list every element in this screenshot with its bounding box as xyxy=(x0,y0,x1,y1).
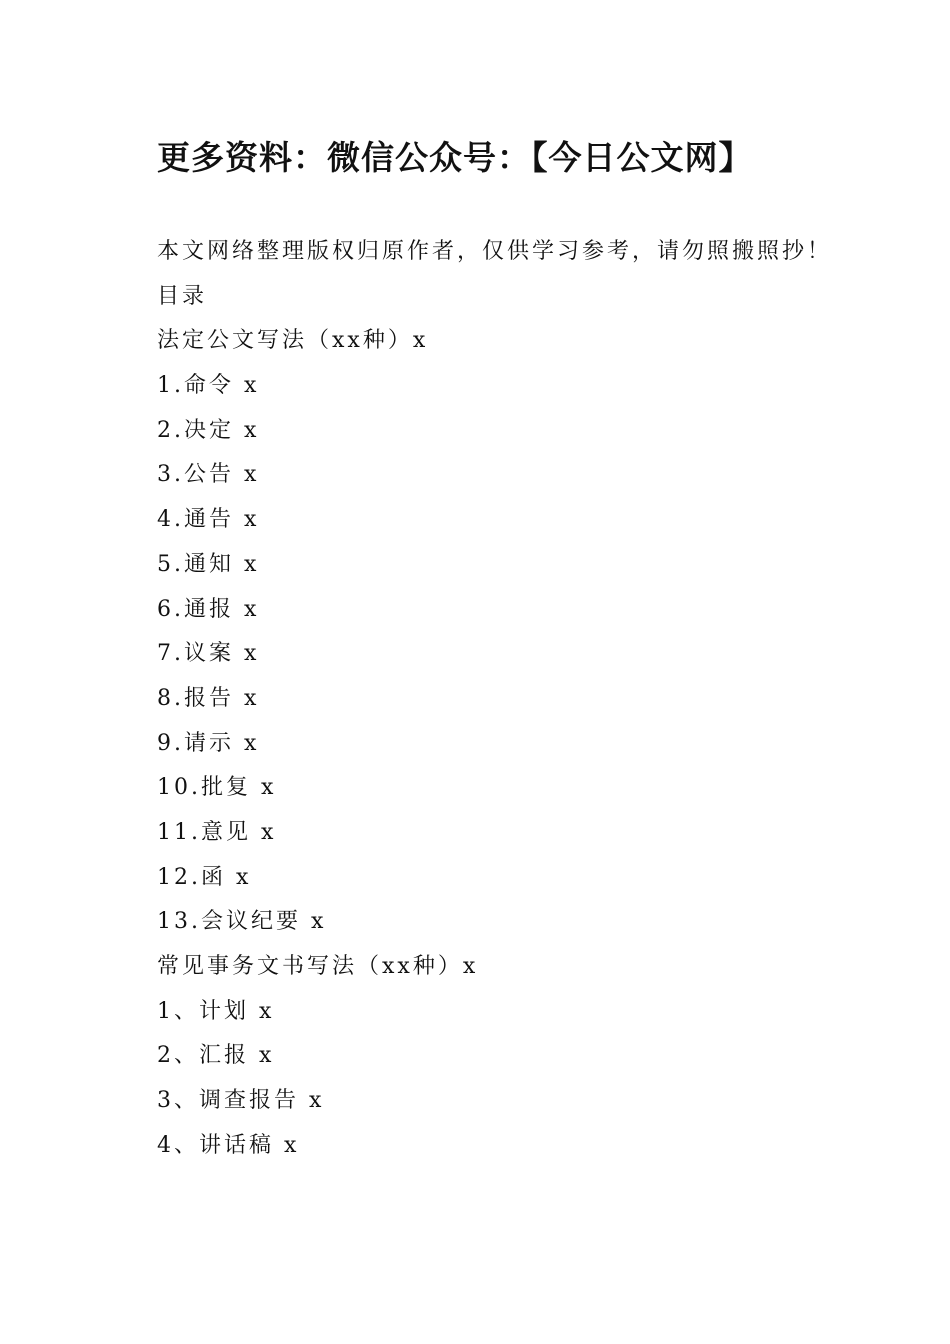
toc-item: 8.报告 x xyxy=(157,685,260,711)
toc-item: 6.通报 x xyxy=(157,596,260,622)
toc-item: 4、讲话稿 x xyxy=(157,1132,300,1158)
toc-item: 1、计划 x xyxy=(157,998,275,1024)
toc-item: 12.函 x xyxy=(157,864,252,890)
toc-item: 10.批复 x xyxy=(157,775,277,801)
toc-item: 3.公告 x xyxy=(157,462,260,488)
toc-item: 13.会议纪要 x xyxy=(157,909,327,935)
toc-item: 11.意见 x xyxy=(157,819,277,845)
toc-item: 1.命令 x xyxy=(157,373,260,399)
toc-item: 3、调查报告 x xyxy=(157,1088,325,1114)
toc-item: 2、汇报 x xyxy=(157,1043,275,1069)
copyright-notice: 本文网络整理版权归原作者，仅供学习参考，请勿照搬照抄！ xyxy=(157,239,833,264)
toc-item: 4.通告 x xyxy=(157,507,260,533)
page-title: 更多资料：微信公众号：【今日公文网】 xyxy=(157,138,753,177)
toc-item: 5.通知 x xyxy=(157,551,260,577)
toc-item: 7.议案 x xyxy=(157,641,260,667)
section-heading-affairs-documents: 常见事务文书写法（xx种）x xyxy=(157,954,479,979)
toc-item: 2.决定 x xyxy=(157,417,260,443)
document-body xyxy=(157,230,857,1168)
toc-list-legal-documents xyxy=(157,364,857,945)
toc-item: 9.请示 x xyxy=(157,730,260,756)
section-heading-legal-documents: 法定公文写法（xx种）x xyxy=(157,328,429,354)
toc-heading: 目录 xyxy=(157,283,208,309)
toc-list-affairs-documents xyxy=(157,990,857,1169)
